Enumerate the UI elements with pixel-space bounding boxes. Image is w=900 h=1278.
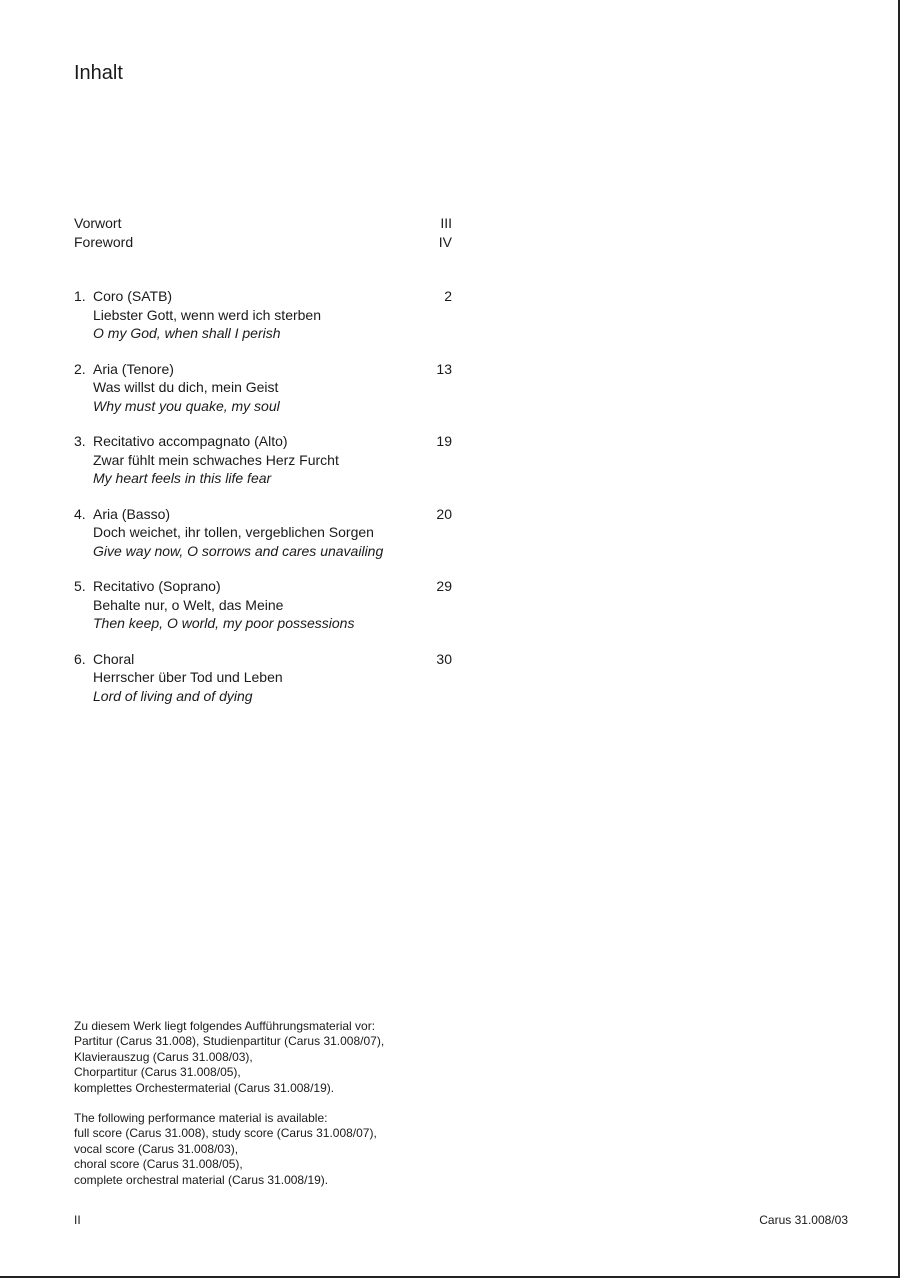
material-line: complete orchestral material (Carus 31.008/19). [74,1172,329,1187]
entry-body [93,577,412,633]
material-german [74,1019,474,1096]
entry-number: 5. [74,578,86,594]
entry-number: 1. [74,288,86,304]
front-page: IV [438,233,452,250]
entry-german: Was willst du dich, mein Geist [93,379,279,395]
entry-page: 29 [436,578,452,594]
table-of-contents [74,214,452,722]
toc-entry [74,505,452,561]
material-line: full score (Carus 31.008), study score (Carus 31.008/07), [74,1126,377,1141]
material-line: komplettes Orchestermaterial (Carus 31.008/19). [74,1080,335,1095]
front-label: Foreword [74,233,134,250]
entry-german: Zwar fühlt mein schwaches Herz Furcht [93,451,339,468]
entry-number: 6. [74,650,86,667]
entry-page: 2 [444,288,452,304]
entry-body [93,432,412,488]
toc-entry [74,287,452,343]
entry-heading: Choral [93,650,135,667]
entry-german: Behalte nur, o Welt, das Meine [93,596,284,613]
entry-number: 3. [74,433,86,449]
front-page: III [440,215,452,231]
entry-german: Doch weichet, ihr tollen, vergeblichen Sorgen [93,524,374,540]
material-line: choral score (Carus 31.008/05), [74,1157,243,1172]
entry-page: 19 [436,433,452,449]
entry-page: 20 [436,505,452,522]
entry-heading: Recitativo (Soprano) [93,578,221,594]
entry-english: O my God, when shall I perish [93,325,281,341]
entry-english: Why must you quake, my soul [93,397,280,414]
material-line: vocal score (Carus 31.008/03), [74,1141,239,1156]
entry-body [93,287,412,343]
entry-body [93,505,412,561]
toc-entry [74,432,452,488]
entry-english: Then keep, O world, my poor possessions [93,615,355,631]
entry-heading: Aria (Basso) [93,505,171,522]
entry-german: Liebster Gott, wenn werd ich sterben [93,306,322,323]
toc-front-item [74,233,452,252]
entry-heading: Recitativo accompagnato (Alto) [93,433,288,449]
front-matter [74,214,452,251]
entry-page: 30 [436,650,452,667]
entry-english: My heart feels in this life fear [93,470,272,486]
entry-heading: Aria (Tenore) [93,360,174,377]
material-english [74,1111,474,1188]
material-line: The following performance material is available: [74,1111,328,1126]
material-line: Partitur (Carus 31.008), Studienpartitur (Carus 31.008/07), [74,1034,385,1049]
entry-english: Lord of living and of dying [93,687,253,704]
material-line: Klavierauszug (Carus 31.008/03), [74,1049,253,1064]
entry-body [93,650,412,706]
page-number: II [74,1213,81,1227]
page-title: Inhalt [74,62,123,84]
toc-entry [74,650,452,706]
material-line: Zu diesem Werk liegt folgendes Aufführungsmaterial vor: [74,1019,376,1033]
entry-english: Give way now, O sorrows and cares unavailing [93,542,384,559]
performance-material [74,1019,474,1203]
entry-number: 2. [74,360,86,377]
toc-front-item [74,214,452,233]
entry-german: Herrscher über Tod und Leben [93,669,283,685]
front-label: Vorwort [74,215,122,231]
entry-body [93,360,412,416]
material-line: Chorpartitur (Carus 31.008/05), [74,1065,241,1080]
entry-heading: Coro (SATB) [93,288,173,304]
toc-entry [74,577,452,633]
toc-entry [74,360,452,416]
entry-page: 13 [436,360,452,377]
catalog-number: Carus 31.008/03 [759,1213,848,1227]
entry-number: 4. [74,505,86,522]
